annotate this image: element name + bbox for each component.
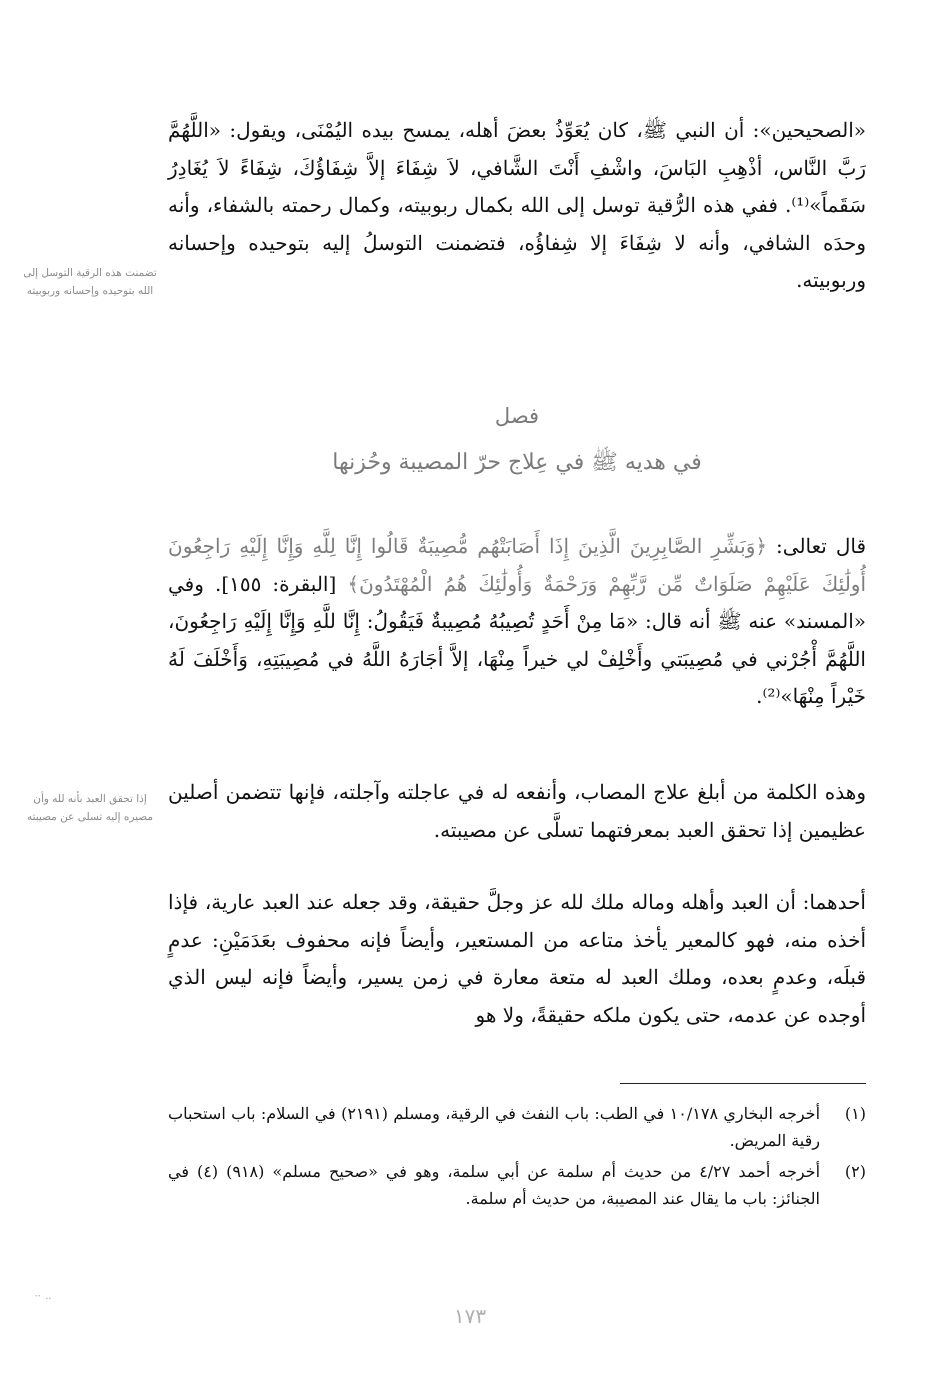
footnote-divider <box>620 1083 866 1084</box>
verse-intro: قال تعالى: <box>767 534 866 558</box>
quran-verse: ﴿وَبَشِّرِ الصَّابِرِينَ الَّذِينَ إِذَا أَصَابَتْهُم مُّصِيبَةٌ قَالُوا إِنَّا لِلَّهِ وَإِنَّا إِلَيْهِ رَاجِعُونَ أُولَٰئِكَ عَلَيْهِمْ صَلَوَاتٌ مِّن رَّبِّهِمْ وَرَحْمَةٌ وَأُولَٰئِكَ هُمُ الْمُهْتَدُونَ﴾ <box>168 534 867 596</box>
paragraph-verse-hadith <box>168 528 866 716</box>
margin-note-text: إذا تحقق العبد بأنه لله وأن مصيره إليه تسلى عن مصيبته <box>26 793 154 823</box>
footnote <box>168 1158 866 1212</box>
paragraph-text: وهذه الكلمة من أبلغ علاج المصاب، وأنفعه له في عاجلته وآجلته، فإنها تتضمن أصلين عظيمين إذا تحقق العبد بمعرفتهما تسلَّى عن مصيبته. <box>168 780 866 842</box>
section-title: في هديه ﷺ في عِلاج حرّ المصيبة وحُزنها <box>332 450 702 475</box>
paragraph-remedy <box>168 774 866 849</box>
margin-note-text: تضمنت هذه الرقية التوسل إلى الله بتوحيده وإحسانه وربوبيته <box>23 267 157 297</box>
paragraph-text <box>168 528 866 716</box>
margin-note <box>20 264 160 300</box>
footnote-number: (٢) <box>844 1162 866 1181</box>
page-number: ١٧٣ <box>453 1304 487 1328</box>
section-label: فصل <box>494 404 540 428</box>
footnote-text: أخرجه البخاري ١٠/١٧٨ في الطب: باب النفث في الرقية، ومسلم (٢١٩١) في السلام: باب استحباب رقية المريض. <box>168 1104 821 1150</box>
footnotes <box>168 1100 866 1212</box>
paragraph-text: أحدهما: أن العبد وأهله وماله ملك لله عز وجلَّ حقيقة، وقد جعله عند العبد عارية، فإذا أخذه منه، فهو كالمعير يأخذ متاعه من المستعير، وأيضاً فإنه محفوف بعَدَمَيْنِ: عدمٍ قبلَه، وعدمٍ بعده، وملك العبد له متعة معارة في زمن يسير، وأيضاً فإنه ليس الذي أوجده عن عدمه، حتى يكون ملكه حقيقةً، ولا هو <box>168 890 866 1027</box>
paragraph-ruqya <box>168 112 866 300</box>
footnote <box>168 1100 866 1154</box>
scan-mark: ⠒ ⠤ <box>34 1292 52 1303</box>
footnote-text: أخرجه أحمد ٤/٢٧ من حديث أم سلمة عن أبي سلمة، وهو في «صحيح مسلم» (٩١٨) (٤) في الجنائز: باب ما يقال عند المصيبة، من حديث أم سلمة. <box>168 1162 821 1208</box>
margin-note <box>20 790 160 826</box>
paragraph-text: «الصحيحين»: أن النبي ﷺ، كان يُعَوِّذُ بعضَ أهله، يمسح بيده اليُمْنَى، ويقول: «اللَّهُمَّ رَبَّ النَّاس، أذْهِبِ البَاسَ، واشْفِ أَنْتَ الشَّافي، لاَ شِفَاءَ إلاَّ شِفَاؤُكَ، شِفَاءً لاَ يُغَادِرُ سَقَماً»⁽¹⁾. ففي هذه الرُّقية توسل إلى الله بكمال ربوبيته، وكمال رحمته بالشفاء، وأنه وحدَه الشافي، وأنه لا شِفَاءَ إلا شِفاؤُه، فتضمنت التوسلُ إليه بتوحيده وإحسانه وربوبيته. <box>168 118 866 292</box>
footnote-number: (١) <box>844 1104 866 1123</box>
hadith-text: [البقرة: ١٥٥]. وفي «المسند» عنه ﷺ أنه قال: «مَا مِنْ أَحَدٍ تُصِيبُهُ مُصِيبةٌ فَيَقُولُ: إِنَّا للَّهِ وَإِنَّا إِلَيْهِ رَاجِعُونَ، اللَّهُمَّ أْجُرْني في مُصِيبَتي وأَخْلِفْ لي خيراً مِنْهَا، إلاَّ أجَارَهُ اللَّهُ في مُصِيبَتِهِ، وَأَخْلَفَ لَهُ خَيْراً مِنْهَا»⁽²⁾. <box>168 571 866 708</box>
paragraph-first-principle <box>168 884 866 1034</box>
